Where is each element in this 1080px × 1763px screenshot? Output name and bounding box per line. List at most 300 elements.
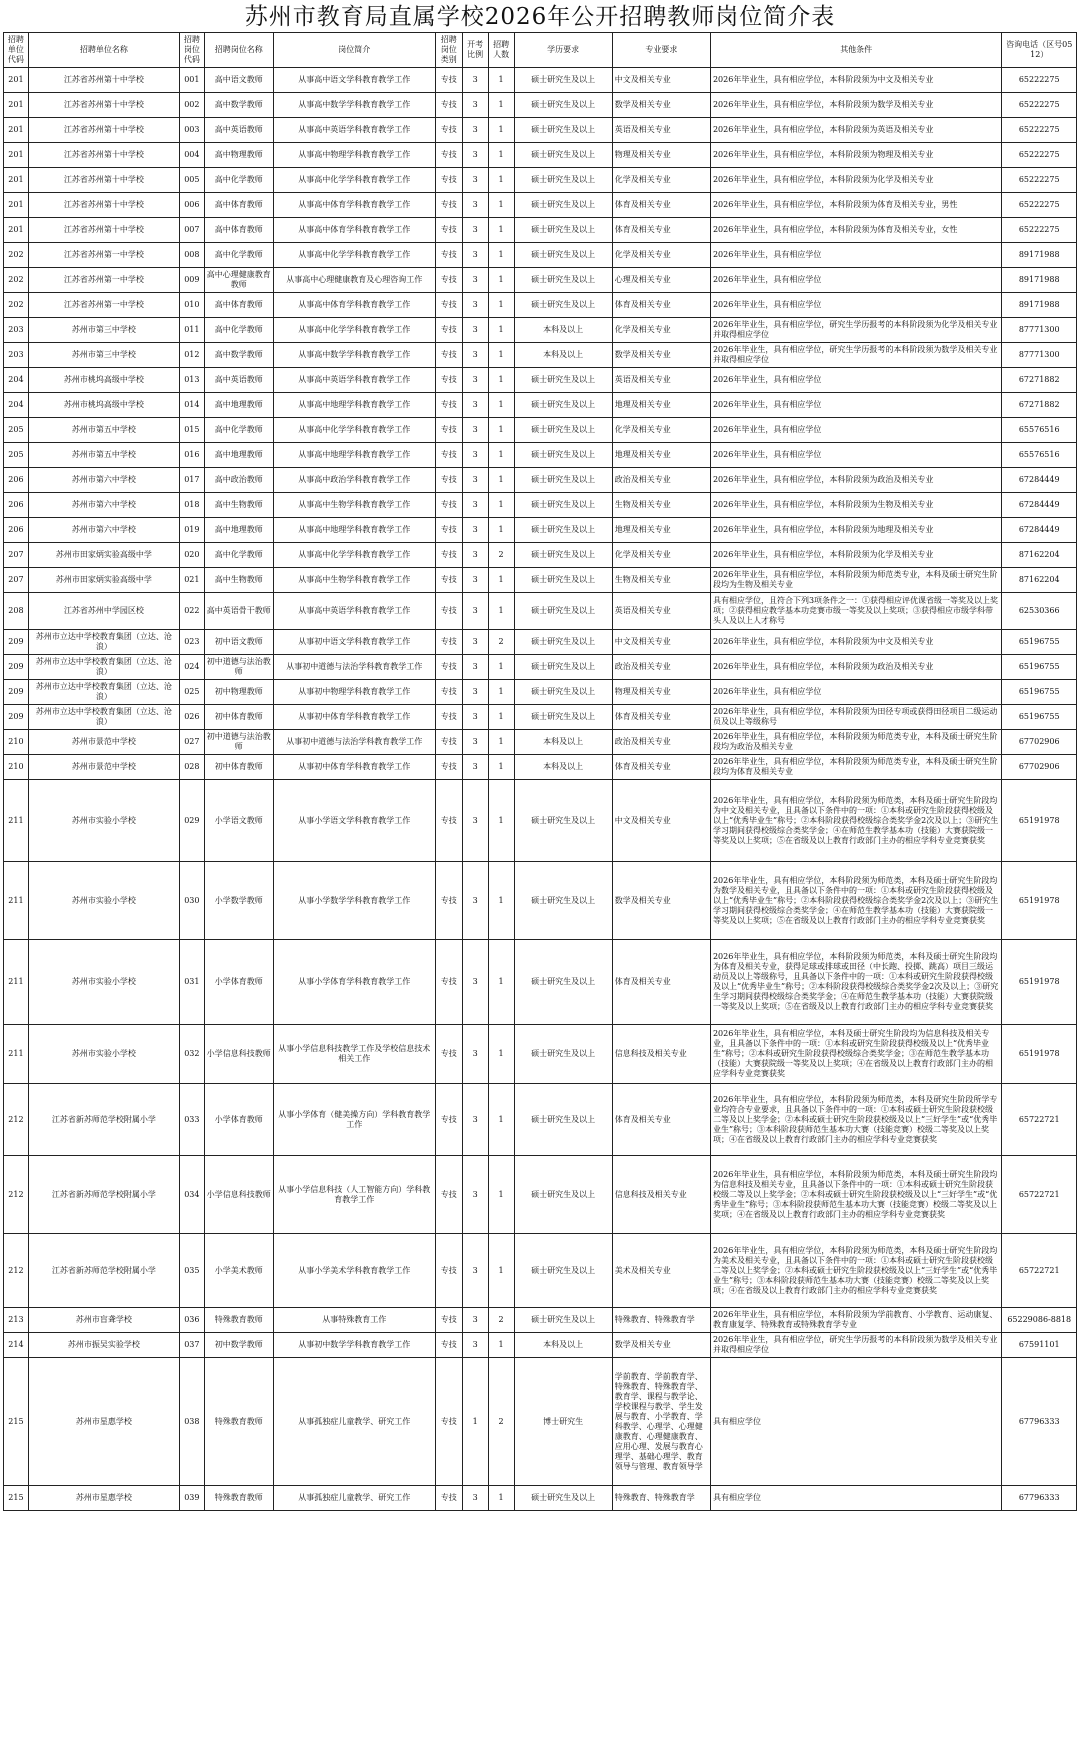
- table-cell: 3: [462, 393, 488, 418]
- table-cell: 017: [179, 468, 204, 493]
- table-cell: 硕士研究生及以上: [514, 940, 612, 1025]
- table-cell: 高中化学教师: [204, 168, 273, 193]
- column-header: 招聘岗位类别: [435, 33, 462, 68]
- table-cell: 1: [488, 143, 514, 168]
- table-cell: 高中地理教师: [204, 518, 273, 543]
- table-cell: 2026年毕业生，具有相应学位，本科阶段须为师范类，本科及研究生阶段所学专业均符合专业要求，且具备以下条件中的一项：①本科或硕士研究生阶段获校级二等及以上奖学金；②本科或硕士研究生阶段获校级及以上“三好学生”或“优秀毕业生”称号；③本科阶段获师范生基本功大赛（技能竞赛）校级二等奖及以上奖项；④在省级及以上教育行政部门主办的相应学科专业竞赛获奖: [710, 1084, 1001, 1156]
- table-cell: 2026年毕业生，具有相应学位，本科阶段须为政治及相关专业: [710, 468, 1001, 493]
- table-cell: 1: [488, 268, 514, 293]
- table-cell: 1: [488, 218, 514, 243]
- table-cell: 硕士研究生及以上: [514, 680, 612, 705]
- table-cell: 从事高中英语学科教育教学工作: [273, 368, 435, 393]
- table-cell: 029: [179, 780, 204, 862]
- table-cell: 苏州市星惠学校: [28, 1358, 179, 1486]
- table-cell: 67284449: [1002, 518, 1077, 543]
- table-cell: 3: [462, 940, 488, 1025]
- table-cell: 硕士研究生及以上: [514, 568, 612, 593]
- table-cell: 67591101: [1002, 1333, 1077, 1358]
- table-cell: 1: [488, 780, 514, 862]
- table-cell: 本科及以上: [514, 730, 612, 755]
- table-cell: 政治及相关专业: [612, 468, 710, 493]
- table-cell: 从事高中英语学科教育教学工作: [273, 118, 435, 143]
- table-cell: 026: [179, 705, 204, 730]
- table-row: [4, 568, 1077, 593]
- table-cell: 2026年毕业生，具有相应学位，本科阶段须为体育及相关专业，男性: [710, 193, 1001, 218]
- table-row: [4, 193, 1077, 218]
- table-cell: 苏州市景范中学校: [28, 755, 179, 780]
- table-cell: 专技: [435, 1156, 462, 1234]
- table-cell: 体育及相关专业: [612, 755, 710, 780]
- table-cell: 专技: [435, 68, 462, 93]
- table-cell: 从事高中数学学科教育教学工作: [273, 343, 435, 368]
- table-cell: 专技: [435, 218, 462, 243]
- table-cell: 从事高中体育学科教育教学工作: [273, 293, 435, 318]
- table-cell: 化学及相关专业: [612, 318, 710, 343]
- table-cell: 专技: [435, 1358, 462, 1486]
- table-cell: 化学及相关专业: [612, 543, 710, 568]
- table-cell: 034: [179, 1156, 204, 1234]
- table-cell: 204: [4, 393, 29, 418]
- table-cell: 213: [4, 1308, 29, 1333]
- table-cell: 87771300: [1002, 343, 1077, 368]
- table-cell: 1: [488, 168, 514, 193]
- table-cell: 012: [179, 343, 204, 368]
- table-cell: 专技: [435, 862, 462, 940]
- table-cell: 高中地理教师: [204, 393, 273, 418]
- column-header: 招聘岗位名称: [204, 33, 273, 68]
- table-row: [4, 940, 1077, 1025]
- table-cell: 体育及相关专业: [612, 705, 710, 730]
- table-cell: 89171988: [1002, 268, 1077, 293]
- table-cell: 本科及以上: [514, 343, 612, 368]
- table-cell: 专技: [435, 118, 462, 143]
- table-cell: 特殊教育、特殊教育学: [612, 1308, 710, 1333]
- table-cell: 024: [179, 655, 204, 680]
- table-cell: 初中道德与法治教师: [204, 730, 273, 755]
- table-cell: 211: [4, 1025, 29, 1084]
- table-cell: 江苏省苏州第十中学校: [28, 193, 179, 218]
- table-cell: 从事初中道德与法治学科教育教学工作: [273, 655, 435, 680]
- table-cell: 201: [4, 93, 29, 118]
- table-cell: 62530366: [1002, 593, 1077, 630]
- table-cell: 苏州市立达中学校教育集团（立达、沧浪）: [28, 680, 179, 705]
- table-cell: 65222275: [1002, 118, 1077, 143]
- table-cell: 3: [462, 593, 488, 630]
- table-cell: 具有相应学位，且符合下列3项条件之一：①获得相应评优课省级一等奖及以上奖项；②获得相应教学基本功竞赛市级一等奖及以上奖项；③获得相应市级学科带头人及以上人才称号: [710, 593, 1001, 630]
- table-cell: 009: [179, 268, 204, 293]
- table-cell: 专技: [435, 705, 462, 730]
- table-cell: 208: [4, 593, 29, 630]
- table-row: [4, 93, 1077, 118]
- table-cell: 3: [462, 780, 488, 862]
- table-cell: 2026年毕业生，具有相应学位，本科阶段须为师范类专业，本科及硕士研究生阶段均为体育及相关专业: [710, 755, 1001, 780]
- table-cell: 1: [488, 1084, 514, 1156]
- table-cell: 小学美术教师: [204, 1234, 273, 1308]
- table-cell: 专技: [435, 630, 462, 655]
- table-cell: 1: [488, 318, 514, 343]
- table-cell: 028: [179, 755, 204, 780]
- table-cell: 专技: [435, 730, 462, 755]
- table-cell: 3: [462, 268, 488, 293]
- table-cell: 硕士研究生及以上: [514, 780, 612, 862]
- table-cell: 从事高中语文学科教育教学工作: [273, 68, 435, 93]
- table-cell: 从事高中生物学科教育教学工作: [273, 568, 435, 593]
- table-cell: 202: [4, 268, 29, 293]
- table-cell: 硕士研究生及以上: [514, 468, 612, 493]
- table-cell: 苏州市第六中学校: [28, 468, 179, 493]
- table-cell: 体育及相关专业: [612, 940, 710, 1025]
- table-cell: 2026年毕业生，具有相应学位，本科阶段须为师范类，本科及硕士研究生阶段均为数学及相关专业，且具备以下条件中的一项：①本科或研究生阶段获得校级及以上“优秀毕业生”称号；②本科阶段获得校级综合类奖学金2次及以上；③研究生学习期间获得校级综合类奖学金；④在师范生教学基本功（技能）大赛获院级一等奖及以上奖项；⑤在省级及以上教育行政部门主办的相应学科专业竞赛获奖: [710, 862, 1001, 940]
- table-cell: 3: [462, 218, 488, 243]
- table-cell: 从事高中体育学科教育教学工作: [273, 193, 435, 218]
- table-cell: 011: [179, 318, 204, 343]
- table-cell: 从事高中心理健康教育及心理咨询工作: [273, 268, 435, 293]
- table-cell: 数学及相关专业: [612, 862, 710, 940]
- table-cell: 201: [4, 68, 29, 93]
- table-cell: 硕士研究生及以上: [514, 393, 612, 418]
- table-cell: 本科及以上: [514, 755, 612, 780]
- table-cell: 高中生物教师: [204, 493, 273, 518]
- table-cell: 2026年毕业生，具有相应学位，本科阶段须为师范类，本科及硕士研究生阶段均为体育及相关专业，获得足球或排球或田径（中长跑、投掷、跳高）项目三级运动员及以上等级称号，且具备以下条件中的一项：①本科或研究生阶段获得校级及以上“优秀毕业生”称号；②本科阶段获得校级综合类奖学金2次及以上；③研究生学习期间获得校级综合类奖学金；④在师范生教学基本功（技能）大赛获院级一等奖及以上奖项；⑤在省级及以上教育行政部门主办的相应学科专业竞赛获奖: [710, 940, 1001, 1025]
- table-cell: 014: [179, 393, 204, 418]
- table-cell: 具有相应学位: [710, 1358, 1001, 1486]
- table-cell: 201: [4, 143, 29, 168]
- table-cell: 3: [462, 318, 488, 343]
- table-cell: 初中语文教师: [204, 630, 273, 655]
- table-cell: 初中体育教师: [204, 755, 273, 780]
- table-cell: 3: [462, 418, 488, 443]
- table-cell: 生物及相关专业: [612, 493, 710, 518]
- table-cell: 3: [462, 1084, 488, 1156]
- table-cell: 苏州市实验小学校: [28, 862, 179, 940]
- table-cell: 67271882: [1002, 368, 1077, 393]
- table-cell: 205: [4, 443, 29, 468]
- table-cell: 江苏省苏州第一中学校: [28, 243, 179, 268]
- table-cell: 化学及相关专业: [612, 243, 710, 268]
- table-cell: 专技: [435, 368, 462, 393]
- column-header: 招聘单位名称: [28, 33, 179, 68]
- table-row: [4, 68, 1077, 93]
- table-cell: 从事高中化学学科教育教学工作: [273, 418, 435, 443]
- table-cell: 210: [4, 730, 29, 755]
- table-cell: 65722721: [1002, 1084, 1077, 1156]
- table-cell: 2026年毕业生，具有相应学位，本科阶段须为师范类专业，本科及硕士研究生阶段均为政治及相关专业: [710, 730, 1001, 755]
- table-cell: 020: [179, 543, 204, 568]
- table-cell: 地理及相关专业: [612, 518, 710, 543]
- table-row: [4, 443, 1077, 468]
- table-row: [4, 293, 1077, 318]
- table-cell: 67271882: [1002, 393, 1077, 418]
- table-cell: 高中体育教师: [204, 293, 273, 318]
- table-cell: 2026年毕业生，具有相应学位，本科阶段须为田径专项或获得田径项目二级运动员及以上等级称号: [710, 705, 1001, 730]
- table-cell: 2026年毕业生，具有相应学位，研究生学历报考的本科阶段须为数学及相关专业并取得相应学位: [710, 343, 1001, 368]
- table-cell: 硕士研究生及以上: [514, 1084, 612, 1156]
- table-cell: 专技: [435, 193, 462, 218]
- table-cell: 2026年毕业生，具有相应学位，本科阶段须为体育及相关专业，女性: [710, 218, 1001, 243]
- table-cell: 硕士研究生及以上: [514, 705, 612, 730]
- table-cell: 硕士研究生及以上: [514, 68, 612, 93]
- table-cell: 专技: [435, 1084, 462, 1156]
- table-cell: 生物及相关专业: [612, 568, 710, 593]
- table-cell: 207: [4, 543, 29, 568]
- table-cell: 2: [488, 630, 514, 655]
- table-cell: 3: [462, 1333, 488, 1358]
- table-cell: 江苏省苏州第十中学校: [28, 218, 179, 243]
- table-cell: 从事小学体育学科教育教学工作: [273, 940, 435, 1025]
- table-cell: 3: [462, 1486, 488, 1511]
- table-cell: 2: [488, 1358, 514, 1486]
- table-cell: 苏州市实验小学校: [28, 780, 179, 862]
- table-cell: 007: [179, 218, 204, 243]
- table-cell: 209: [4, 630, 29, 655]
- table-cell: 215: [4, 1486, 29, 1511]
- table-row: [4, 1156, 1077, 1234]
- table-row: [4, 1234, 1077, 1308]
- table-cell: 本科及以上: [514, 318, 612, 343]
- table-cell: 江苏省苏州第十中学校: [28, 168, 179, 193]
- table-cell: 3: [462, 1234, 488, 1308]
- table-cell: 1: [488, 593, 514, 630]
- table-cell: 苏州市景范中学校: [28, 730, 179, 755]
- table-cell: 苏州市桃坞高级中学校: [28, 393, 179, 418]
- table-cell: 209: [4, 680, 29, 705]
- table-row: [4, 655, 1077, 680]
- table-cell: 从事孤独症儿童教学、研究工作: [273, 1486, 435, 1511]
- table-cell: 65576516: [1002, 443, 1077, 468]
- table-cell: 专技: [435, 468, 462, 493]
- column-header: 招聘单位代码: [4, 33, 29, 68]
- table-cell: 硕士研究生及以上: [514, 862, 612, 940]
- table-cell: 专技: [435, 1234, 462, 1308]
- table-cell: 高中英语教师: [204, 118, 273, 143]
- table-cell: 高中数学教师: [204, 93, 273, 118]
- table-cell: 65222275: [1002, 143, 1077, 168]
- table-cell: 211: [4, 780, 29, 862]
- table-row: [4, 1333, 1077, 1358]
- table-cell: 033: [179, 1084, 204, 1156]
- table-cell: 2026年毕业生，具有相应学位，本科阶段须为英语及相关专业: [710, 118, 1001, 143]
- table-cell: 硕士研究生及以上: [514, 368, 612, 393]
- table-cell: 89171988: [1002, 243, 1077, 268]
- table-cell: 203: [4, 343, 29, 368]
- table-cell: 初中道德与法治教师: [204, 655, 273, 680]
- table-cell: 030: [179, 862, 204, 940]
- table-cell: 1: [488, 1333, 514, 1358]
- table-cell: 89171988: [1002, 293, 1077, 318]
- table-cell: 高中体育教师: [204, 193, 273, 218]
- table-cell: 206: [4, 493, 29, 518]
- column-header: 岗位简介: [273, 33, 435, 68]
- table-cell: 65222275: [1002, 218, 1077, 243]
- table-cell: 专技: [435, 655, 462, 680]
- table-cell: 专技: [435, 318, 462, 343]
- table-cell: 硕士研究生及以上: [514, 268, 612, 293]
- table-cell: 专技: [435, 243, 462, 268]
- table-cell: 苏州市立达中学校教育集团（立达、沧浪）: [28, 630, 179, 655]
- table-cell: 江苏省新苏师范学校附属小学: [28, 1234, 179, 1308]
- table-cell: 2026年毕业生，具有相应学位: [710, 393, 1001, 418]
- table-cell: 211: [4, 862, 29, 940]
- table-cell: 210: [4, 755, 29, 780]
- table-cell: 214: [4, 1333, 29, 1358]
- table-row: [4, 1025, 1077, 1084]
- table-cell: 专技: [435, 780, 462, 862]
- table-cell: 苏州市第六中学校: [28, 518, 179, 543]
- table-cell: 高中英语教师: [204, 368, 273, 393]
- table-cell: 010: [179, 293, 204, 318]
- table-cell: 2026年毕业生，具有相应学位，本科阶段须为中文及相关专业: [710, 630, 1001, 655]
- table-cell: 2: [488, 1308, 514, 1333]
- table-cell: 2026年毕业生，具有相应学位: [710, 368, 1001, 393]
- table-cell: 英语及相关专业: [612, 368, 710, 393]
- table-cell: 高中物理教师: [204, 143, 273, 168]
- table-cell: 025: [179, 680, 204, 705]
- table-cell: 1: [488, 680, 514, 705]
- table-row: [4, 705, 1077, 730]
- table-cell: 苏州市实验小学校: [28, 1025, 179, 1084]
- table-cell: 物理及相关专业: [612, 680, 710, 705]
- table-cell: 036: [179, 1308, 204, 1333]
- table-cell: 政治及相关专业: [612, 730, 710, 755]
- table-cell: 高中心理健康教育教师: [204, 268, 273, 293]
- table-cell: 206: [4, 518, 29, 543]
- table-cell: 硕士研究生及以上: [514, 443, 612, 468]
- table-cell: 从事高中化学学科教育教学工作: [273, 318, 435, 343]
- table-cell: 1: [488, 118, 514, 143]
- table-cell: 专技: [435, 168, 462, 193]
- table-cell: 化学及相关专业: [612, 418, 710, 443]
- table-cell: 005: [179, 168, 204, 193]
- table-cell: 苏州市田家炳实验高级中学: [28, 543, 179, 568]
- table-cell: 3: [462, 655, 488, 680]
- table-cell: 专技: [435, 93, 462, 118]
- table-cell: 3: [462, 343, 488, 368]
- table-cell: 地理及相关专业: [612, 393, 710, 418]
- table-cell: 专技: [435, 568, 462, 593]
- table-cell: 硕士研究生及以上: [514, 1308, 612, 1333]
- table-cell: 专技: [435, 755, 462, 780]
- table-cell: 高中政治教师: [204, 468, 273, 493]
- table-cell: 中文及相关专业: [612, 780, 710, 862]
- table-cell: 2026年毕业生，具有相应学位: [710, 243, 1001, 268]
- table-header-row: [4, 33, 1077, 68]
- table-cell: 65196755: [1002, 705, 1077, 730]
- table-cell: 004: [179, 143, 204, 168]
- table-cell: 初中数学教师: [204, 1333, 273, 1358]
- table-cell: 硕士研究生及以上: [514, 655, 612, 680]
- table-cell: 67702906: [1002, 755, 1077, 780]
- table-row: [4, 862, 1077, 940]
- table-cell: 1: [488, 368, 514, 393]
- table-cell: 数学及相关专业: [612, 343, 710, 368]
- table-cell: 2026年毕业生，具有相应学位，本科阶段须为师范类，本科及硕士研究生阶段均为美术及相关专业，且具备以下条件中的一项：①本科或硕士研究生阶段获校级二等及以上奖学金；②本科或硕士研究生阶段获校级及以上“三好学生”或“优秀毕业生”称号；③本科阶段获师范生基本功大赛（技能竞赛）校级二等奖及以上奖项；④在省级及以上教育行政部门主办的相应学科专业竞赛获奖: [710, 1234, 1001, 1308]
- table-cell: 1: [488, 343, 514, 368]
- table-cell: 1: [488, 1486, 514, 1511]
- table-cell: 高中化学教师: [204, 418, 273, 443]
- table-row: [4, 518, 1077, 543]
- table-cell: 209: [4, 705, 29, 730]
- table-cell: 硕士研究生及以上: [514, 518, 612, 543]
- table-cell: 政治及相关专业: [612, 655, 710, 680]
- table-cell: 204: [4, 368, 29, 393]
- table-cell: 67702906: [1002, 730, 1077, 755]
- table-cell: 硕士研究生及以上: [514, 1156, 612, 1234]
- table-cell: 硕士研究生及以上: [514, 243, 612, 268]
- table-cell: 016: [179, 443, 204, 468]
- table-cell: 从事初中物理学科教育教学工作: [273, 680, 435, 705]
- table-row: [4, 368, 1077, 393]
- table-cell: 65222275: [1002, 193, 1077, 218]
- table-cell: 特殊教育教师: [204, 1308, 273, 1333]
- table-cell: 硕士研究生及以上: [514, 118, 612, 143]
- table-cell: 苏州市立达中学校教育集团（立达、沧浪）: [28, 705, 179, 730]
- table-cell: 高中体育教师: [204, 218, 273, 243]
- table-cell: 1: [488, 93, 514, 118]
- table-cell: 212: [4, 1234, 29, 1308]
- column-header: 其他条件: [710, 33, 1001, 68]
- table-cell: 2026年毕业生，具有相应学位，研究生学历报考的本科阶段须为数学及相关专业并取得相应学位: [710, 1333, 1001, 1358]
- table-cell: 小学体育教师: [204, 1084, 273, 1156]
- table-cell: 初中物理教师: [204, 680, 273, 705]
- table-cell: 202: [4, 293, 29, 318]
- table-cell: 从事小学信息科技教学工作及学校信息技术相关工作: [273, 1025, 435, 1084]
- table-cell: 022: [179, 593, 204, 630]
- table-cell: 中文及相关专业: [612, 630, 710, 655]
- table-cell: 小学信息科技教师: [204, 1025, 273, 1084]
- table-cell: 特殊教育、特殊教育学: [612, 1486, 710, 1511]
- table-cell: 硕士研究生及以上: [514, 1025, 612, 1084]
- table-cell: 006: [179, 193, 204, 218]
- table-cell: 苏州市第六中学校: [28, 493, 179, 518]
- table-cell: 1: [488, 193, 514, 218]
- table-cell: 1: [488, 243, 514, 268]
- table-cell: 硕士研究生及以上: [514, 293, 612, 318]
- table-cell: 硕士研究生及以上: [514, 543, 612, 568]
- table-cell: 2026年毕业生，具有相应学位，本科阶段须为师范类专业，本科及硕士研究生阶段均为生物及相关专业: [710, 568, 1001, 593]
- table-row: [4, 418, 1077, 443]
- table-cell: 1: [462, 1358, 488, 1486]
- table-cell: 201: [4, 218, 29, 243]
- table-cell: 1: [488, 493, 514, 518]
- table-cell: 江苏省苏州第十中学校: [28, 143, 179, 168]
- table-cell: 从事小学信息科技（人工智能方向）学科教育教学工作: [273, 1156, 435, 1234]
- table-cell: 201: [4, 168, 29, 193]
- table-cell: 3: [462, 543, 488, 568]
- table-cell: 苏州市桃坞高级中学校: [28, 368, 179, 393]
- table-cell: 体育及相关专业: [612, 1084, 710, 1156]
- table-cell: 体育及相关专业: [612, 293, 710, 318]
- table-cell: 015: [179, 418, 204, 443]
- table-cell: 67796333: [1002, 1358, 1077, 1486]
- table-cell: 201: [4, 118, 29, 143]
- table-cell: 3: [462, 730, 488, 755]
- column-header: 咨询电话（区号0512）: [1002, 33, 1077, 68]
- table-cell: 2026年毕业生，具有相应学位，本科阶段须为学前教育、小学教育、运动康复、教育康复学、特殊教育或特殊教育学专业: [710, 1308, 1001, 1333]
- table-cell: 苏州市第三中学校: [28, 343, 179, 368]
- table-cell: 1: [488, 68, 514, 93]
- table-cell: 3: [462, 243, 488, 268]
- table-cell: 206: [4, 468, 29, 493]
- table-cell: 从事高中地理学科教育教学工作: [273, 393, 435, 418]
- table-cell: 体育及相关专业: [612, 218, 710, 243]
- table-row: [4, 780, 1077, 862]
- table-cell: 博士研究生: [514, 1358, 612, 1486]
- table-cell: 高中地理教师: [204, 443, 273, 468]
- table-cell: 3: [462, 93, 488, 118]
- table-cell: 化学及相关专业: [612, 168, 710, 193]
- table-cell: 专技: [435, 418, 462, 443]
- table-cell: 数学及相关专业: [612, 1333, 710, 1358]
